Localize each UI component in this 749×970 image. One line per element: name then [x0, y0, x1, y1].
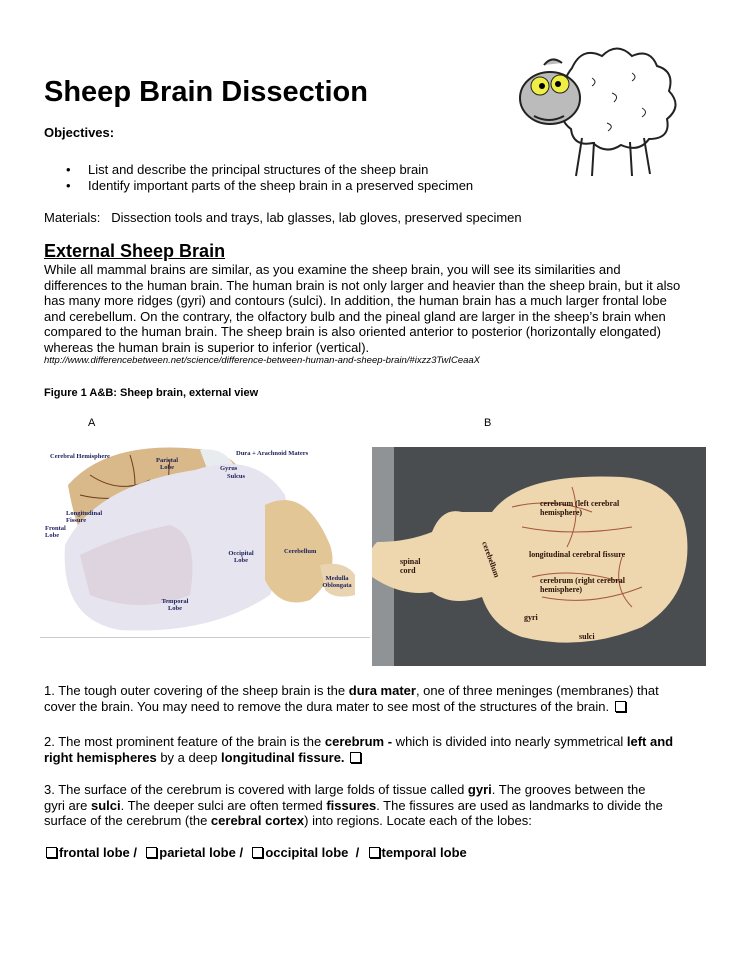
section-heading: External Sheep Brain — [44, 241, 226, 261]
label-frontal-lobe: Frontal Lobe — [45, 525, 66, 539]
objective-text: List and describe the principal structures of the sheep brain — [88, 162, 429, 177]
figure-a-label: A — [88, 417, 96, 429]
figure-b-label: B — [484, 417, 492, 429]
label-occipital-lobe: Occipital Lobe — [228, 550, 254, 564]
figure-b-image — [372, 447, 706, 666]
label-longitudinal-cerebral-fissure: longitudinal cerebral fissure — [529, 550, 626, 559]
paragraph-line: and cerebellum. On the contrary, the olfactory bulb and the pineal gland are larger in the sheep’s brain when — [44, 308, 666, 324]
objective-item: • List and describe the principal structures of the sheep brain — [66, 162, 429, 177]
paragraph-line: has many more ridges (gyri) and contours (sulci). In addition, the human brain has a much larger frontal lobe — [44, 293, 667, 308]
label-left-hemisphere: cerebrum (left cerebral hemisphere) — [540, 499, 620, 517]
label-cerebellum: cerebellum — [480, 540, 502, 579]
question-1: 1. The tough outer covering of the sheep brain is the dura mater, one of three meninges (membranes) that cover the brain. You may need to remove the dura mater to see most of the structures of the brain. — [44, 683, 659, 714]
label-parietal-lobe: Parietal Lobe — [155, 457, 179, 471]
materials-label: Materials: — [44, 210, 101, 225]
sheep-illustration — [512, 38, 687, 178]
checkbox[interactable] — [350, 752, 361, 763]
question-3: 3. The surface of the cerebrum is covered with large folds of tissue called gyri. The grooves between the gyri are sulci. The deeper sulci are often termed fissures. The fissures are used as landmarks to divide the surface of the cerebrum (the cerebral cortex) into regions. Locate each of the lobes: — [44, 782, 663, 828]
label-cerebellum: Cerebellum — [284, 548, 317, 555]
source-link[interactable]: http://www.differencebetween.net/science/difference-between-human-and-sheep-brain/#ixzz3TwICeaaX — [44, 355, 481, 366]
question-2: 2. The most prominent feature of the brain is the cerebrum - which is divided into nearly symmetrical left and right hemispheres by a deep longitudinal fissure. — [44, 734, 674, 765]
materials-line — [44, 210, 522, 226]
figure-a-image — [40, 435, 370, 638]
checkbox-temporal[interactable] — [369, 847, 380, 858]
label-gyrus: Gyrus — [220, 465, 238, 472]
paragraph-line: whereas the human brain is superior to inferior (vertical). — [44, 339, 370, 355]
checkbox-parietal[interactable] — [146, 847, 157, 858]
label-longitudinal-fissure: Longitudinal Fissure — [66, 510, 103, 524]
objectives-label: Objectives: — [44, 125, 115, 140]
paragraph-line: differences to the human brain. The human brain is not only larger and heavier than the sheep brain, but it also — [44, 277, 681, 293]
checkbox-occipital[interactable] — [252, 847, 263, 858]
figure-caption: Figure 1 A&B: Sheep brain, external view — [44, 387, 259, 399]
checkbox-frontal[interactable] — [46, 847, 57, 858]
objective-item: • Identify important parts of the sheep brain in a preserved specimen — [66, 178, 474, 193]
label-cerebral-hemisphere: Cerebral Hemisphere — [50, 453, 110, 460]
paragraph-line: While all mammal brains are similar, as you examine the sheep brain, you will see its similarities and — [44, 262, 621, 277]
label-dura-arachnoid: Dura + Arachnoid Maters — [236, 450, 309, 457]
page-title: Sheep Brain Dissection — [44, 76, 368, 108]
materials-text: Dissection tools and trays, lab glasses, lab gloves, preserved specimen — [111, 210, 522, 225]
objective-text: Identify important parts of the sheep brain in a preserved specimen — [88, 178, 474, 193]
label-sulcus: Sulcus — [227, 473, 246, 480]
label-sulci: sulci — [579, 632, 595, 641]
label-temporal-lobe: Temporal Lobe — [161, 598, 189, 612]
lobes-checklist: frontal lobe / parietal lobe / occipital lobe / temporal lobe — [44, 845, 467, 861]
section-paragraph — [44, 262, 734, 355]
label-medulla-oblongata: Medulla Oblongata — [322, 575, 352, 589]
label-gyri: gyri — [524, 613, 538, 622]
label-spinal-cord: spinal cord — [400, 557, 421, 575]
paragraph-line: compared to the human brain. The sheep brain is also oriented anterior to posterior (horizontally elongated) — [44, 324, 661, 339]
checkbox[interactable] — [615, 701, 626, 712]
label-right-hemisphere: cerebrum (right cerebral hemisphere) — [540, 576, 626, 594]
